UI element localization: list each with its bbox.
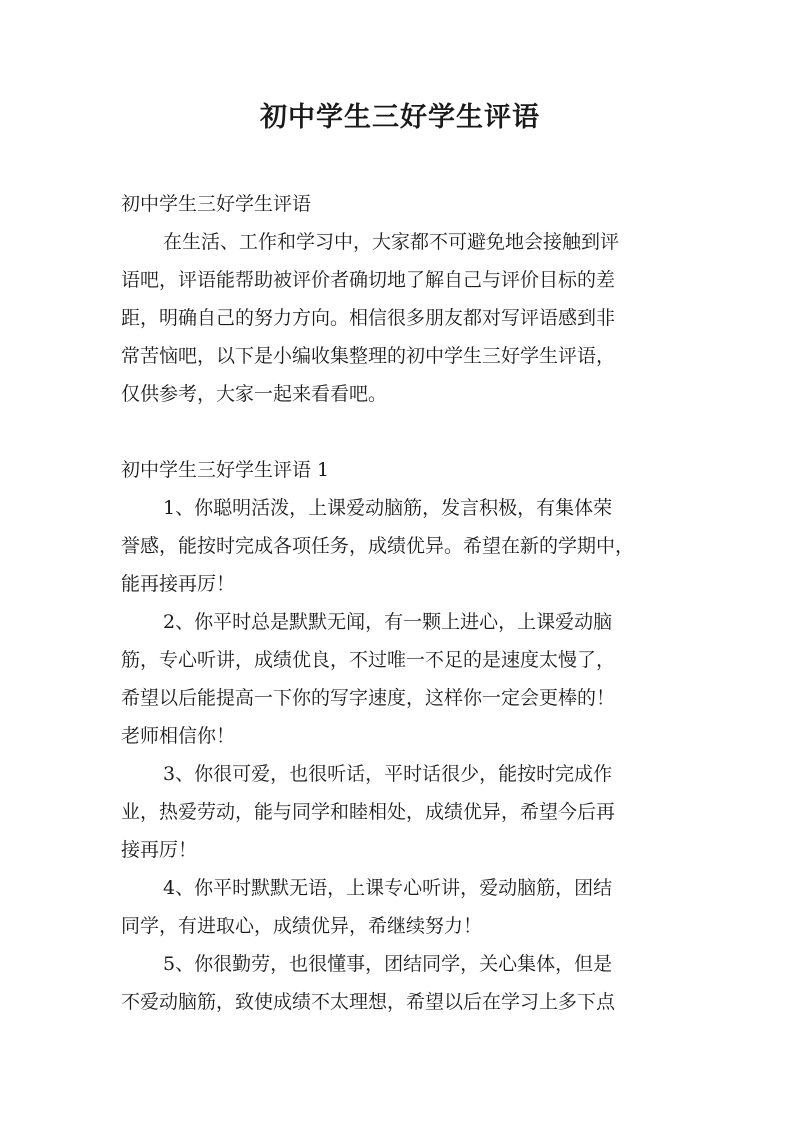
- comment-line: 能再接再厉！: [121, 573, 236, 595]
- comment-line: 4、你平时默默无语，上课专心听讲，爱动脑筋，团结: [163, 877, 613, 899]
- comment-line: 筋，专心听讲，成绩优良，不过唯一不足的是速度太慢了，: [121, 649, 616, 671]
- paragraph-gap: [121, 413, 687, 451]
- intro-line: 仅供参考，大家一起来看看吧。: [121, 383, 388, 405]
- comment-line: 2、你平时总是默默无闻，有一颗上进心，上课爱动脑: [163, 611, 613, 633]
- comment-line: 誉感，能按时完成各项任务，成绩优异。希望在新的学期中，: [121, 535, 635, 557]
- comment-line: 接再厉！: [121, 839, 198, 861]
- comment-item-3: [121, 755, 687, 869]
- document-title: 初中学生三好学生评语: [260, 102, 540, 133]
- comment-line: 老师相信你！: [121, 725, 236, 747]
- subtitle: 初中学生三好学生评语: [121, 193, 312, 215]
- intro-line: 距，明确自己的努力方向。相信很多朋友都对写评语感到非: [121, 307, 616, 329]
- document-body: [121, 185, 687, 1021]
- comment-line: 不爱动脑筋，致使成绩不太理想，希望以后在学习上多下点: [121, 991, 616, 1013]
- comment-line: 1、你聪明活泼，上课爱动脑筋，发言积极，有集体荣: [163, 497, 613, 519]
- intro-line: 常苦恼吧，以下是小编收集整理的初中学生三好学生评语，: [121, 345, 616, 367]
- intro-paragraph: [121, 223, 687, 413]
- intro-line: 在生活、工作和学习中，大家都不可避免地会接触到评: [163, 231, 620, 253]
- comment-item-5: [121, 945, 687, 1021]
- comment-item-1: [121, 489, 687, 603]
- comment-item-4: [121, 869, 687, 945]
- comment-item-2: [121, 603, 687, 755]
- section-heading: 初中学生三好学生评语 1: [121, 459, 330, 481]
- intro-line: 语吧，评语能帮助被评价者确切地了解自己与评价目标的差: [121, 269, 616, 291]
- comment-line: 业，热爱劳动，能与同学和睦相处，成绩优异，希望今后再: [121, 801, 616, 823]
- comment-line: 同学，有进取心，成绩优异，希继续努力！: [121, 915, 483, 937]
- comment-line: 5、你很勤劳，也很懂事，团结同学，关心集体，但是: [163, 953, 613, 975]
- comment-line: 3、你很可爱，也很听话，平时话很少，能按时完成作: [163, 763, 613, 785]
- comment-line: 希望以后能提高一下你的写字速度，这样你一定会更棒的！: [121, 687, 616, 709]
